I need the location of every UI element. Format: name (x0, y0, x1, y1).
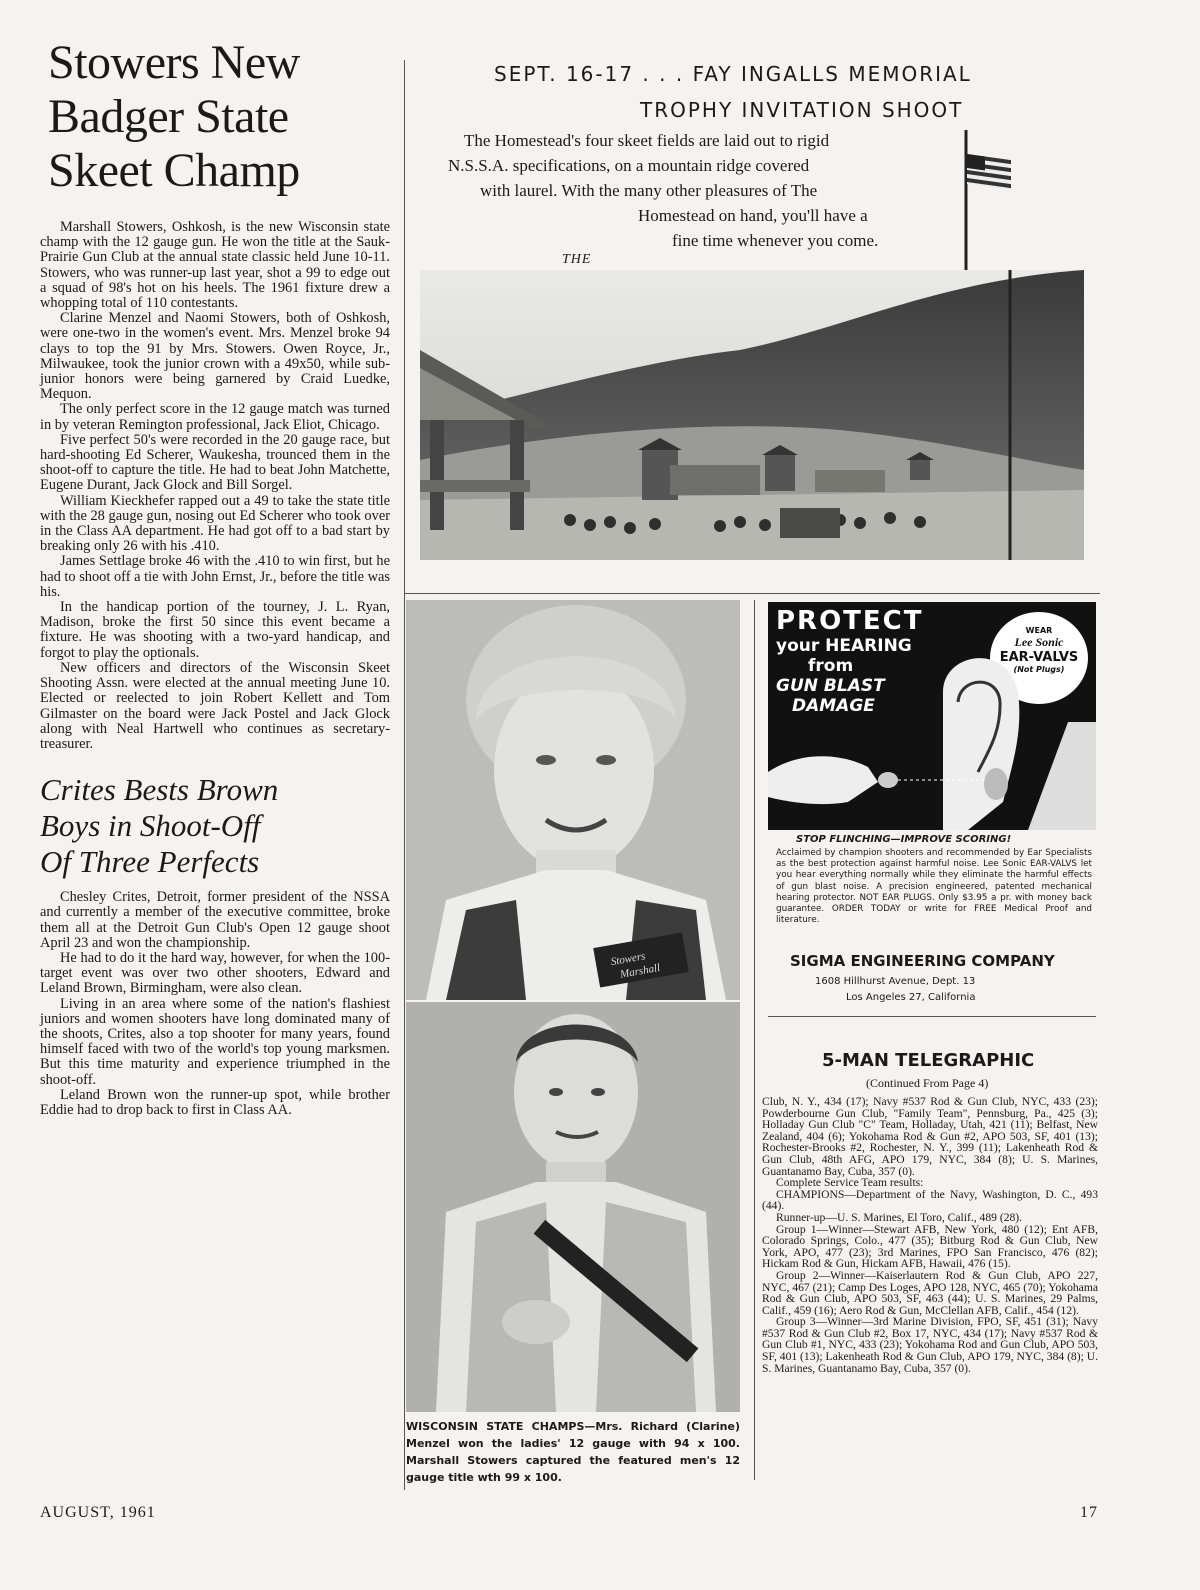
left-column (40, 36, 390, 1118)
page-number: 17 (1080, 1504, 1098, 1521)
results-paragraph: Runner-up—U. S. Marines, El Toro, Calif., 489 (28). (776, 1210, 1023, 1224)
second-article-body (40, 890, 390, 1118)
protect-body: Acclaimed by champion shooters and recommended by Ear Specialists as the best protection against harmful noise. Lee Sonic EAR-VALVS let you hear everything normally while they eliminate the harmful effects of gun blast noise. A precision engineered, patented mechanical hearing protector. NOT EAR PLUGS. Only $3.95 a pr. with money back guarantee. ORDER TODAY or write for FREE Medical Proof and literature. (776, 848, 1092, 926)
article-paragraph: Clarine Menzel and Naomi Stowers, both of Oshkosh, were one-two in the women's event. Mrs. Menzel broke 94 clays to top the 91 by Mrs. Stowers. Owen Royce, Jr., Milwaukee, took the junior crown with a 49x50, while sub-junior honors were being garnered by Craid Luedke, Mequon. (40, 310, 390, 403)
article-paragraph: Five perfect 50's were recorded in the 20 gauge race, but hard-shooting Ed Scherer, Waukesha, trounced them in the shoot-off to capture the title. He had to beat John Matchette, Eugene Durant, Jack Glock and Bill Sorgel. (40, 431, 390, 494)
portrait-clarine-menzel (406, 600, 740, 1000)
headline-line: Of Three Perfects (40, 844, 260, 880)
protect-company: SIGMA ENGINEERING COMPANY (790, 952, 1055, 970)
headline-line: Crites Bests Brown (40, 772, 279, 808)
ad-copy-line: The Homestead's four skeet fields are laid out to rigid (464, 131, 830, 150)
article-paragraph: Chesley Crites, Detroit, former president of the NSSA and currently a member of the executive committee, broke them all at the Detroit Gun Club's Open 12 gauge shoot April 23 and won the championship. (40, 889, 390, 951)
ad-separator-rule (404, 593, 1100, 594)
results-paragraph: Group 3—Winner—3rd Marine Division, FPO, SF, 451 (31); Navy #537 Rod & Gun Club #2, Box 17, NYC, 434 (17); Navy #537 Rod & Gun Club #1, NYC, 433 (23); Yokohama Rod and Gun Club, APO 503, SF, 401 (13); Lakenheath Rod & Gun Club, APO 179, NYC, 384 (8); U. S. Marines, Guantanamo Bay, Cuba, 357 (0). (762, 1315, 1098, 1375)
article-body (40, 220, 390, 752)
badge-product: EAR-VALVS (999, 650, 1079, 665)
photo-caption: WISCONSIN STATE CHAMPS—Mrs. Richard (Clarine) Menzel won the ladies' 12 gauge with 94 x 100. Marshall Stowers captured the featured men's 12 gauge title wth 99 x 100. (406, 1420, 740, 1484)
ad-copy-line: with laurel. With the many other pleasures of The (480, 181, 818, 200)
protect-address-2: Los Angeles 27, California (846, 992, 976, 1003)
results-paragraph: Complete Service Team results: (776, 1176, 924, 1190)
results-paragraph: Group 2—Winner—Kaiserlautern Rod & Gun Club, APO 227, NYC, 467 (21); Camp Des Loges, APO 128, NYC, 465 (70); Yokohama Rod & Gun Club, APO 503, SF, 463 (44); U. S. Marines, 29 Palms, Calif., 459 (16); Aero Rod & Gun, McClellan AFB, Calif., 454 (12). (762, 1268, 1098, 1317)
ad-copy-line: fine time whenever you come. (672, 231, 879, 250)
article-paragraph: Leland Brown won the runner-up spot, while brother Eddie had to drop back to first in Class AA. (40, 1086, 390, 1118)
article-paragraph: Living in an area where some of the nation's flashiest juniors and women shooters have long dominated many of the shoots, Crites, also a top shooter for many years, found himself faced with two of the world's top young marksmen. But this time maturity and experience triumphed in the shoot-off. (40, 995, 390, 1088)
article-paragraph: William Kieckhefer rapped out a 49 to take the state title with the 28 gauge gun, nosing out Ed Scherer who took over in the Class AA department. He had got off to a bad start by breaking only 26 with his .410. (40, 492, 390, 555)
protect-address-1: 1608 Hillhurst Avenue, Dept. 13 (815, 976, 976, 987)
results-paragraph: Club, N. Y., 434 (17); Navy #537 Rod & Gun Club, NYC, 433 (23); Powderbourne Gun Club, "Family Team", Pennsburg, Pa., 425 (3); Holladay Gun Club "C" Team, Holladay, Utah, 421 (11); Belfast, New Zealand, 404 (6); Yokohama Rod & Gun #2, APO 503, SF, 401 (13); Rochester-Brooks #2, Rochester, N. Y., 399 (11); Lakenheath Rod & Gun Club, 48th AFG, APO 179, NYC, 384 (8); U. S. Marines, Guantanamo Bay, Cuba, 357 (0). (762, 1095, 1098, 1178)
badge-note: (Not Plugs) (1013, 665, 1065, 674)
article-paragraph: The only perfect score in the 12 gauge match was turned in by veteran Remington professional, Jack Eliot, Chicago. (40, 401, 390, 433)
headline-line: Stowers New (48, 36, 300, 89)
column-rule-left (404, 60, 405, 1490)
article-paragraph: New officers and directors of the Wisconsin Skeet Shooting Assn. were elected at the annual meeting June 10. Elected or reelected to join Robert Kellett and Tom Gilmaster on the board were Jack Postel and Jack Glock along with Neal Hartwell who continues as secretary-treasurer. (40, 659, 390, 752)
article-paragraph: James Settlage broke 46 with the .410 to win first, but he had to shoot off a tie with John Ernst, Jr., before the title was his. (40, 553, 390, 600)
article-paragraph: He had to do it the hard way, however, for when the 100-target event was over two other shooters, Edward and Leland Brown, Birmingham, were also clean. (40, 949, 390, 997)
protect-slogan: STOP FLINCHING—IMPROVE SCORING! (796, 834, 1012, 845)
homestead-ad-title-1: SEPT. 16-17 . . . FAY INGALLS MEMORIAL (494, 62, 972, 86)
protect-hearing-ad (768, 602, 1096, 830)
logo-the: THE (562, 252, 592, 267)
protect-line: PROTECT (776, 606, 924, 636)
ad-copy-line: Homestead on hand, you'll have a (638, 206, 868, 225)
headline-line: Skeet Champ (48, 144, 300, 197)
telegraphic-continued: (Continued From Page 4) (866, 1076, 989, 1090)
second-headline (40, 772, 390, 880)
results-paragraph: CHAMPIONS—Department of the Navy, Washington, D. C., 493 (44). (762, 1187, 1098, 1213)
protect-line: your HEARING (776, 636, 912, 656)
article-paragraph: In the handicap portion of the tourney, J. L. Ryan, Madison, broke the first 50 since this event became a fixture. He was shooting with a two-yard handicap, and forgot to play the optionals. (40, 599, 390, 661)
badge-wear: WEAR (1025, 626, 1053, 635)
protect-line: DAMAGE (792, 696, 875, 716)
protect-line: GUN BLAST (776, 676, 885, 696)
telegraphic-results (762, 1096, 1098, 1374)
article-paragraph: Marshall Stowers, Oshkosh, is the new Wisconsin state champ with the 12 gauge gun. He won the title at the Sauk-Prairie Gun Club at the annual state classic held June 10-11. Stowers, who was runner-up last year, shot a 99 to edge out a squad of 98's hot on his heels. The 1961 fixture drew a whopping total of 110 contestants. (40, 219, 390, 312)
issue-date: AUGUST, 1961 (40, 1504, 156, 1521)
homestead-ad-title-2: TROPHY INVITATION SHOOT (640, 98, 964, 122)
telegraphic-title: 5-MAN TELEGRAPHIC (822, 1050, 1035, 1071)
ad-copy-line: N.S.S.A. specifications, on a mountain ridge covered (448, 156, 810, 175)
skeet-field-photo (420, 270, 1084, 560)
vest-patch-text: Marshall (619, 961, 662, 981)
results-paragraph: Group 1—Winner—Stewart AFB, New York, 480 (12); Ent AFB, Colorado Springs, Colo., 477 (35); Bitburg Rod & Gun Club, New York, APO, 477 (23); 3rd Marines, FPO San Francisco, 476 (82); Hickam Rod & Gun, Hickam AFB, Hawaii, 476 (15). (762, 1222, 1098, 1271)
portrait-marshall-stowers (406, 1002, 740, 1412)
column-rule-right (754, 600, 755, 1480)
ad-separator-rule-2 (768, 1016, 1096, 1017)
ear-hand-illustration-icon (768, 602, 1096, 830)
vest-patch-text: Stowers (609, 950, 647, 969)
headline-line: Boys in Shoot-Off (40, 808, 261, 844)
badge-brand: Lee Sonic (1014, 635, 1064, 649)
protect-line: from (808, 656, 854, 676)
homestead-ad-copy (440, 128, 930, 253)
headline-line: Badger State (48, 90, 289, 143)
article-headline (48, 36, 390, 198)
